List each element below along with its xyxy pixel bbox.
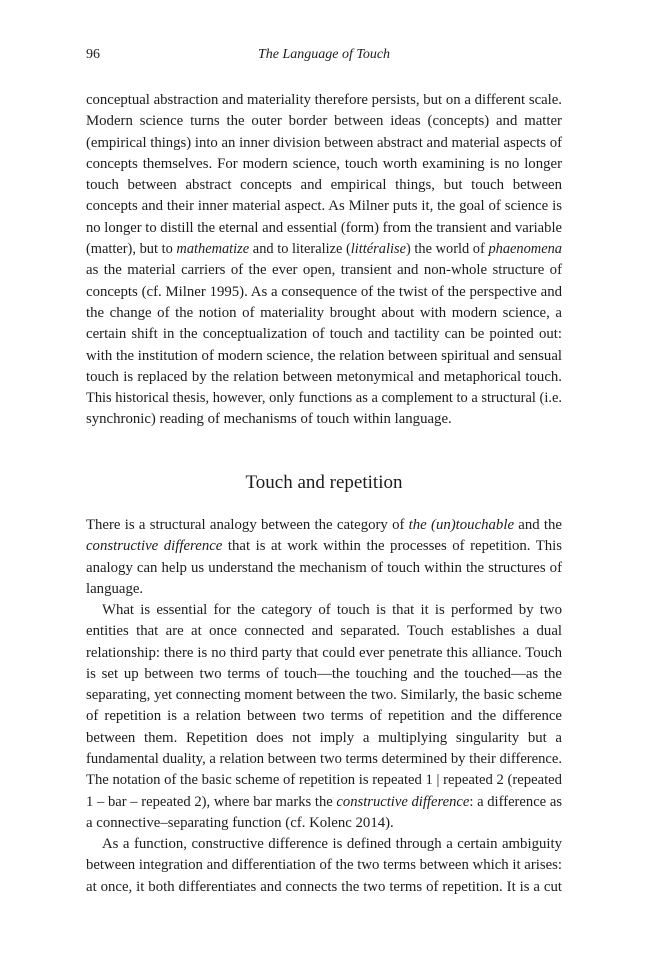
text-line: between integration and differentiation of the two terms between which it arises: — [86, 857, 562, 874]
text-line: synchronic) reading of mechanisms of touch within language. — [86, 411, 452, 428]
paragraph — [86, 90, 562, 431]
text-line: As a function, constructive difference is defined through a certain ambiguity — [102, 836, 562, 852]
text-line: of repetition is a relation between two terms of repetition and the difference — [86, 708, 562, 725]
text-line: analogy can help us understand the mechanism of touch within the structures of — [86, 559, 562, 576]
text-line: constructive difference that is at work within the processes of repetition. This — [86, 538, 562, 555]
text-line: is set up between two terms of touch—the touching and the touched—as the — [86, 665, 562, 682]
text-line: certain shift in the conceptualization of touch and tactility can be pointed out: — [86, 326, 562, 343]
paragraph — [86, 600, 562, 834]
text-line: The notation of the basic scheme of repetition is repeated 1 | repeated 2 (repeated — [86, 772, 562, 789]
text-line: the change of the notion of materiality brought about with modern science, a — [86, 304, 562, 321]
running-title: The Language of Touch — [257, 47, 391, 62]
text-line: conceptual abstraction and materiality therefore persists, but on a different scale. — [86, 92, 562, 108]
text-line: touch between abstract concepts and empirical things, but touch between — [86, 177, 562, 194]
text-line: 1 – bar – repeated 2), where bar marks the constructive difference: a difference as — [86, 793, 563, 810]
text-line: concepts themselves. For modern science, touch worth examining is no longer — [86, 155, 562, 172]
italic-term: phaenomena — [488, 241, 562, 258]
text-line: a connective–separating function (cf. Kolenc 2014). — [86, 814, 394, 831]
text-line: relationship: there is no third party that could ever penetrate this alliance. Touch — [86, 644, 562, 661]
text-line: with the institution of modern science, the relation between spiritual and sensual — [86, 347, 562, 364]
text-line: no longer to distill the eternal and essential (form) from the transient and variable — [86, 219, 562, 236]
italic-term: constructive difference — [86, 538, 223, 555]
text-line: (empirical things) into an inner division between abstract and material aspects of — [86, 134, 562, 151]
text-line: There is a structural analogy between the category of the (un)touchable and the — [86, 517, 562, 533]
text-line: This historical thesis, however, only functions as a complement to a structural (i.e. — [86, 390, 562, 407]
text-line: between them. Repetition does not imply a multiplying singularity but a — [86, 729, 562, 746]
italic-term: mathematize — [176, 241, 250, 258]
text-line: as the material carriers of the ever open, transient and non-whole structure of — [86, 262, 562, 279]
text-line: entities that are at once connected and separated. Touch establishes a dual — [86, 623, 562, 640]
text-line: at once, it both differentiates and connects the two terms of repetition. It is a cut — [86, 878, 562, 895]
text-line: fundamental duality, a relation between two terms determined by their difference. — [86, 751, 562, 768]
italic-term: constructive difference — [336, 793, 470, 810]
italic-term: the (un)touchable — [408, 517, 515, 533]
text-line: language. — [86, 580, 144, 597]
text-line: concepts (cf. Milner 1995). As a consequence of the twist of the perspective and — [86, 283, 562, 300]
text-line: separating, yet connecting moment between the two. Similarly, the basic scheme — [86, 687, 562, 704]
paragraph — [86, 834, 562, 898]
text-line: What is essential for the category of touch is that it is performed by two — [102, 602, 562, 618]
italic-term: littéralise — [350, 241, 406, 258]
text-line: concepts and their inner material aspect. As Milner puts it, the goal of science is — [86, 198, 562, 215]
section-heading: Touch and repetition — [245, 472, 403, 493]
text-line: (matter), but to mathematize and to literalize (littéralise) the world of phaenomena — [86, 241, 562, 258]
page-header — [86, 45, 562, 65]
text-line: Modern science turns the outer border between ideas (concepts) and matter — [86, 113, 562, 130]
text-line: touch is replaced by the relation between metonymical and metaphorical touch. — [86, 368, 562, 385]
paragraph — [86, 515, 562, 600]
page-number: 96 — [86, 47, 100, 62]
